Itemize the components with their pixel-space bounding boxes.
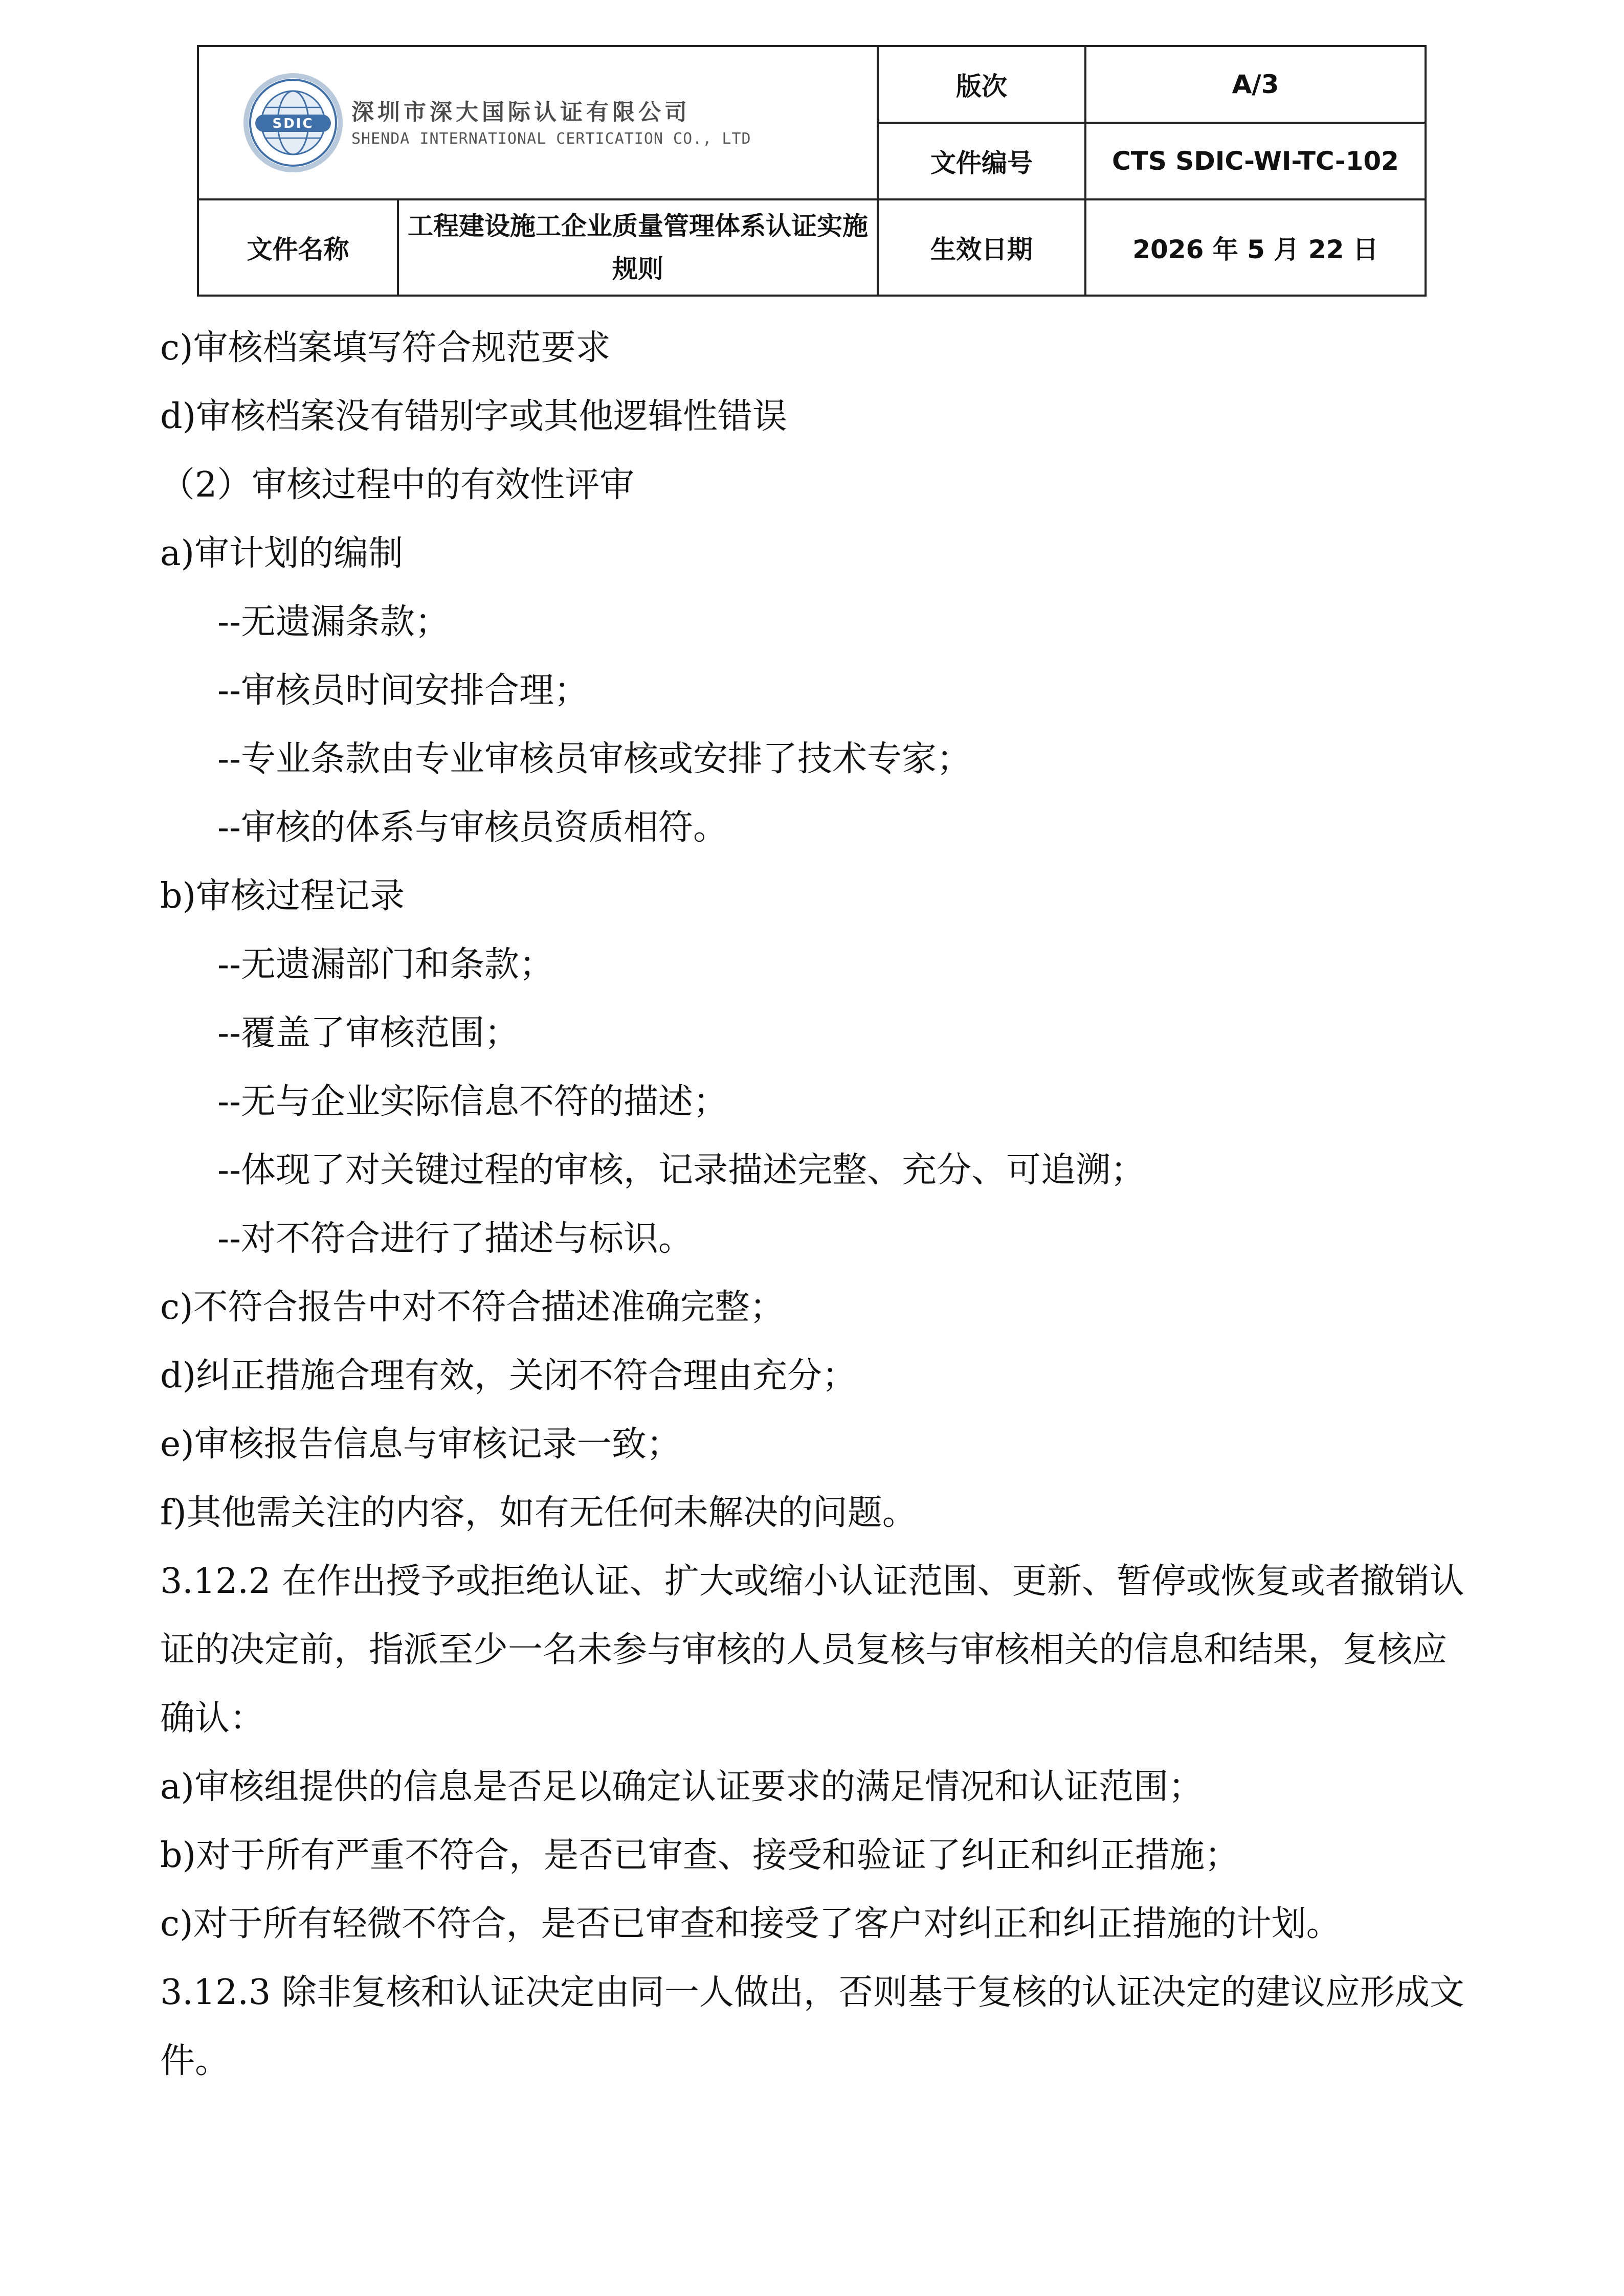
- version-value: A/3: [1085, 46, 1426, 123]
- logo-text: SDIC: [272, 116, 314, 131]
- body-line: b)对于所有严重不符合，是否已审查、接受和验证了纠正和纠正措施；: [160, 1835, 1240, 1876]
- effective-date-label: 生效日期: [878, 199, 1085, 296]
- document-header-table: [197, 45, 1427, 297]
- body-line: a)审核组提供的信息是否足以确定认证要求的满足情况和认证范围；: [160, 1767, 1204, 1807]
- bullet-line: --体现了对关键过程的审核，记录描述完整、充分、可追溯；: [217, 1150, 1145, 1190]
- company-name-cn: 深圳市深大国际认证有限公司: [351, 99, 691, 125]
- bullet-line: --审核的体系与审核员资质相符。: [217, 807, 728, 848]
- body-line: e)审核报告信息与审核记录一致；: [160, 1424, 681, 1465]
- body-line: c)对于所有轻微不符合，是否已审查和接受了客户对纠正和纠正措施的计划。: [160, 1904, 1341, 1944]
- bullet-line: --无与企业实际信息不符的描述；: [217, 1082, 728, 1122]
- company-logo-cell: [198, 46, 878, 199]
- bullet-line: --审核员时间安排合理；: [217, 670, 589, 711]
- bullet-line: --对不符合进行了描述与标识。: [217, 1219, 693, 1259]
- clause-paragraph: 3.12.3 除非复核和认证决定由同一人做出，否则基于复核的认证决定的建议应形成文件。: [160, 1972, 1464, 2081]
- effective-date-value: 2026 年 5 月 22 日: [1085, 199, 1426, 296]
- company-name-en: SHENDA INTERNATIONAL CERTICATION CO., LTD: [351, 129, 751, 148]
- doc-number-value: CTS SDIC-WI-TC-102: [1085, 123, 1426, 199]
- bullet-line: --无遗漏条款；: [217, 602, 450, 642]
- body-line: d)纠正措施合理有效，关闭不符合理由充分；: [160, 1356, 857, 1396]
- clause-paragraph: 3.12.2 在作出授予或拒绝认证、扩大或缩小认证范围、更新、暂停或恢复或者撤销认证的决定前，指派至少一名未参与审核的人员复核与审核相关的信息和结果，复核应确认：: [160, 1561, 1464, 1739]
- body-line: b)审核过程记录: [160, 876, 405, 916]
- bullet-line: --无遗漏部门和条款；: [217, 944, 554, 985]
- bullet-line: --覆盖了审核范围；: [217, 1013, 519, 1053]
- bullet-line: --专业条款由专业审核员审核或安排了技术专家；: [217, 739, 971, 779]
- doc-name-value: 工程建设施工企业质量管理体系认证实施规则: [398, 199, 878, 296]
- doc-name-label: 文件名称: [198, 199, 398, 296]
- body-line: f)其他需关注的内容，如有无任何未解决的问题。: [160, 1493, 917, 1533]
- doc-number-label: 文件编号: [878, 123, 1085, 199]
- version-label: 版次: [878, 46, 1085, 123]
- body-line: c)不符合报告中对不符合描述准确完整；: [160, 1287, 785, 1327]
- section-heading: （2）审核过程中的有效性评审: [160, 465, 635, 505]
- sdic-globe-logo-icon: [242, 72, 344, 174]
- body-line: c)审核档案填写符合规范要求: [160, 328, 611, 368]
- body-line: a)审计划的编制: [160, 533, 404, 574]
- document-body: [160, 314, 1470, 2096]
- body-line: d)审核档案没有错别字或其他逻辑性错误: [160, 396, 788, 437]
